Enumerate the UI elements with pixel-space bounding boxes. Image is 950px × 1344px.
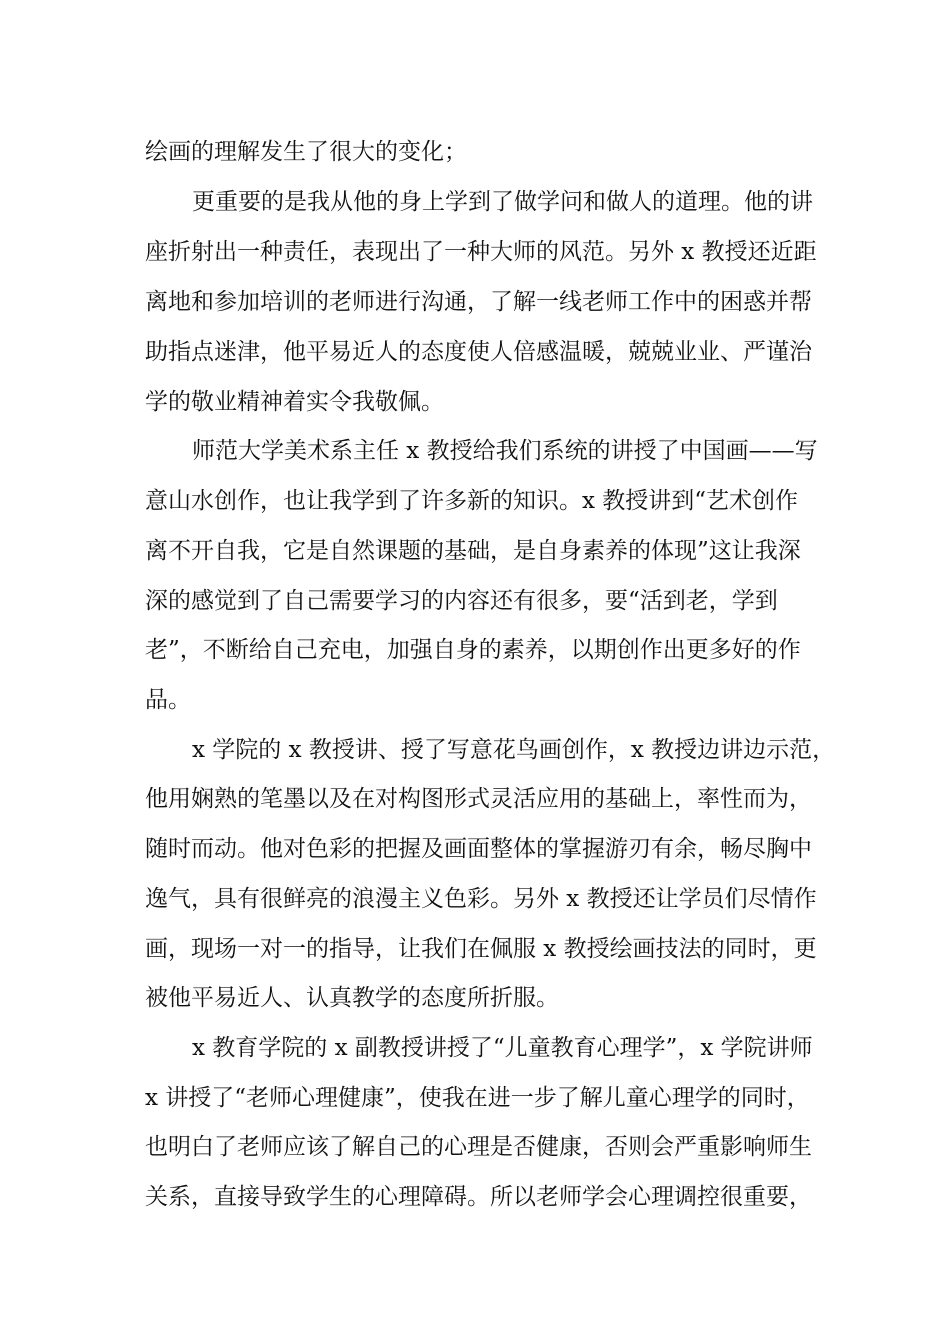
text-line: 助指点迷津，他平易近人的态度使人倍感温暖，兢兢业业、严谨治 — [145, 339, 812, 365]
text-line: x 讲授了“老师心理健康”，使我在进一步了解儿童心理学的同时， — [145, 1085, 810, 1111]
text-line: 座折射出一种责任，表现出了一种大师的风范。另外 x 教授还近距 — [145, 239, 817, 265]
text-line: 离地和参加培训的老师进行沟通，了解一线老师工作中的困惑并帮 — [145, 289, 812, 315]
paragraph-start-line: x 学院的 x 教授讲、授了写意花鸟画创作，x 教授边讲边示范， — [192, 737, 836, 763]
text-line: 关系，直接导致学生的心理障碍。所以老师学会心理调控很重要， — [145, 1184, 812, 1210]
text-line: 也明白了老师应该了解自己的心理是否健康，否则会严重影响师生 — [145, 1134, 812, 1160]
text-line: 深的感觉到了自己需要学习的内容还有很多，要“活到老，学到 — [145, 588, 778, 614]
text-line: 被他平易近人、认真教学的态度所折服。 — [145, 985, 559, 1011]
text-line: 他用娴熟的笔墨以及在对构图形式灵活应用的基础上，率性而为， — [145, 786, 812, 812]
paragraph-start-line: 师范大学美术系主任 x 教授给我们系统的讲授了中国画——写 — [192, 438, 818, 464]
text-line: 意山水创作，也让我学到了许多新的知识。x 教授讲到“艺术创作 — [145, 488, 799, 514]
text-line: 逸气，具有很鲜亮的浪漫主义色彩。另外 x 教授还让学员们尽情作 — [145, 886, 817, 912]
text-line: 绘画的理解发生了很大的变化； — [145, 139, 467, 165]
paragraph-start-line: x 教育学院的 x 副教授讲授了“儿童教育心理学”，x 学院讲师 — [192, 1035, 813, 1061]
text-line: 画，现场一对一的指导，让我们在佩服 x 教授绘画技法的同时，更 — [145, 936, 817, 962]
text-line: 学的敬业精神着实令我敬佩。 — [145, 389, 444, 415]
paragraph-start-line: 更重要的是我从他的身上学到了做学问和做人的道理。他的讲 — [192, 189, 813, 215]
text-line: 品。 — [145, 687, 191, 713]
text-line: 离不开自我，它是自然课题的基础，是自身素养的体现”这让我深 — [145, 538, 801, 564]
text-line: 老”，不断给自己充电，加强自身的素养，以期创作出更多好的作 — [145, 637, 801, 663]
text-line: 随时而动。他对色彩的把握及画面整体的掌握游刃有余，畅尽胸中 — [145, 836, 812, 862]
